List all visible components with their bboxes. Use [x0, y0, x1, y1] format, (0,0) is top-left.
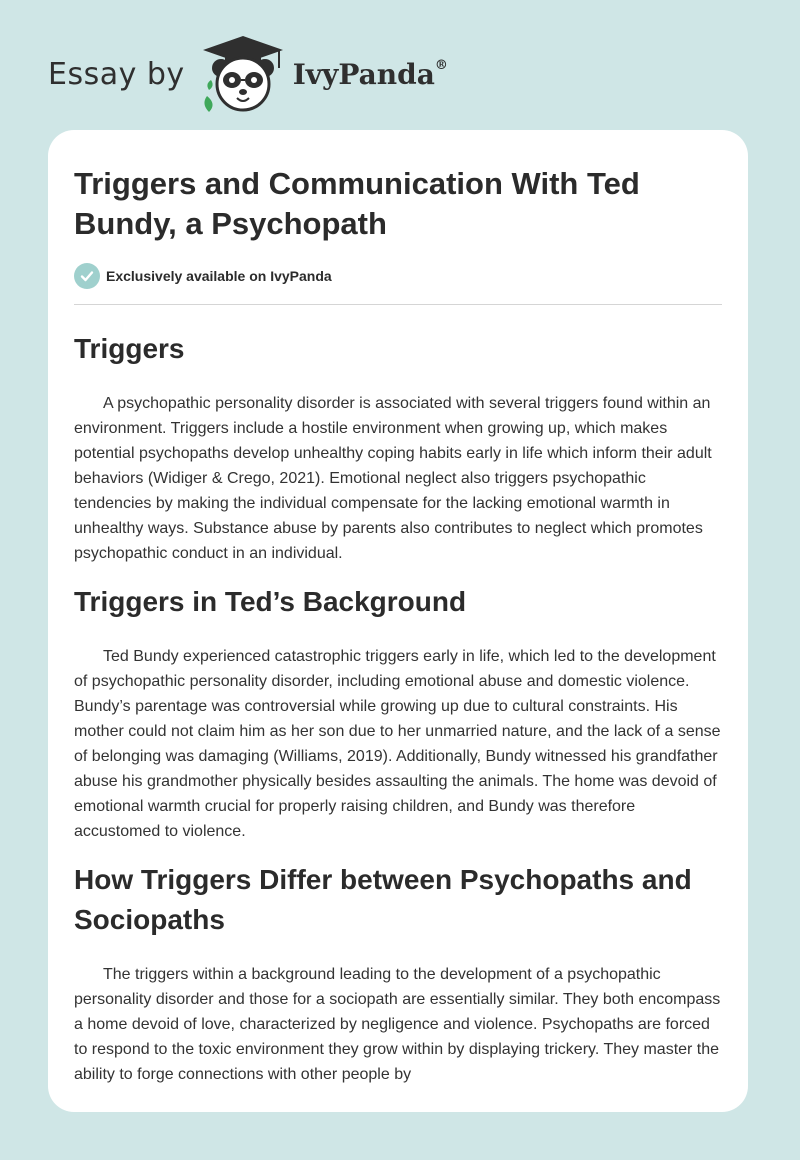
section-paragraph-psychopaths-vs-sociopaths: The triggers within a background leading to the development of a psychopathic personality disorder and those for a sociopath are essentially similar. They both encompass a home devoid of love, characterized by negligence and violence. Psychopaths are forced to respond to the toxic environment they grow within by displaying trickery. They master the ability to forge connections with other people by [74, 966, 721, 1083]
section-paragraph-triggers: A psychopathic personality disorder is associated with several triggers found within an environment. Triggers include a hostile environment when growing up, which makes potential psychopaths develop unhealthy coping habits early in life which inform their adult behaviors (Widiger & Crego, 2021). Emotional neglect also triggers psychopathic tendencies by making the individual compensate for the lacking emotional warmth in unhealthy ways. Substance abuse by parents also contributes to neglect which promotes psychopathic conduct in an individual. [74, 395, 712, 562]
divider [74, 304, 722, 305]
exclusive-label: Exclusively available on IvyPanda [106, 268, 332, 284]
section-heading-teds-background: Triggers in Ted’s Background [74, 586, 467, 617]
essay-card [48, 130, 748, 1112]
exclusive-badge [74, 262, 722, 290]
registered-mark: ® [434, 58, 448, 74]
brand-name[interactable]: IvyPanda® [292, 57, 448, 91]
essay-by-label: Essay by [48, 56, 185, 92]
site-header [48, 34, 548, 114]
section-heading-triggers: Triggers [74, 333, 185, 364]
check-icon [74, 263, 100, 289]
section-heading-psychopaths-vs-sociopaths: How Triggers Differ between Psychopaths and Sociopaths [74, 864, 692, 935]
panda-logo-icon[interactable] [199, 34, 287, 114]
section-paragraph-teds-background: Ted Bundy experienced catastrophic triggers early in life, which led to the development of psychopathic personality disorder, including emotional abuse and domestic violence. Bundy’s parentage was controversial while growing up due to cultural constraints. His mother could not claim him as her son due to her unmarried nature, and the lack of a sense of belonging was damaging (Williams, 2019). Additionally, Bundy witnessed his grandfather abuse his grandmother physically besides assaulting the animals. The home was devoid of emotional warmth crucial for properly raising children, and Bundy was therefore accustomed to violence. [74, 648, 721, 840]
page-title: Triggers and Communication With Ted Bundy, a Psychopath [74, 166, 640, 241]
